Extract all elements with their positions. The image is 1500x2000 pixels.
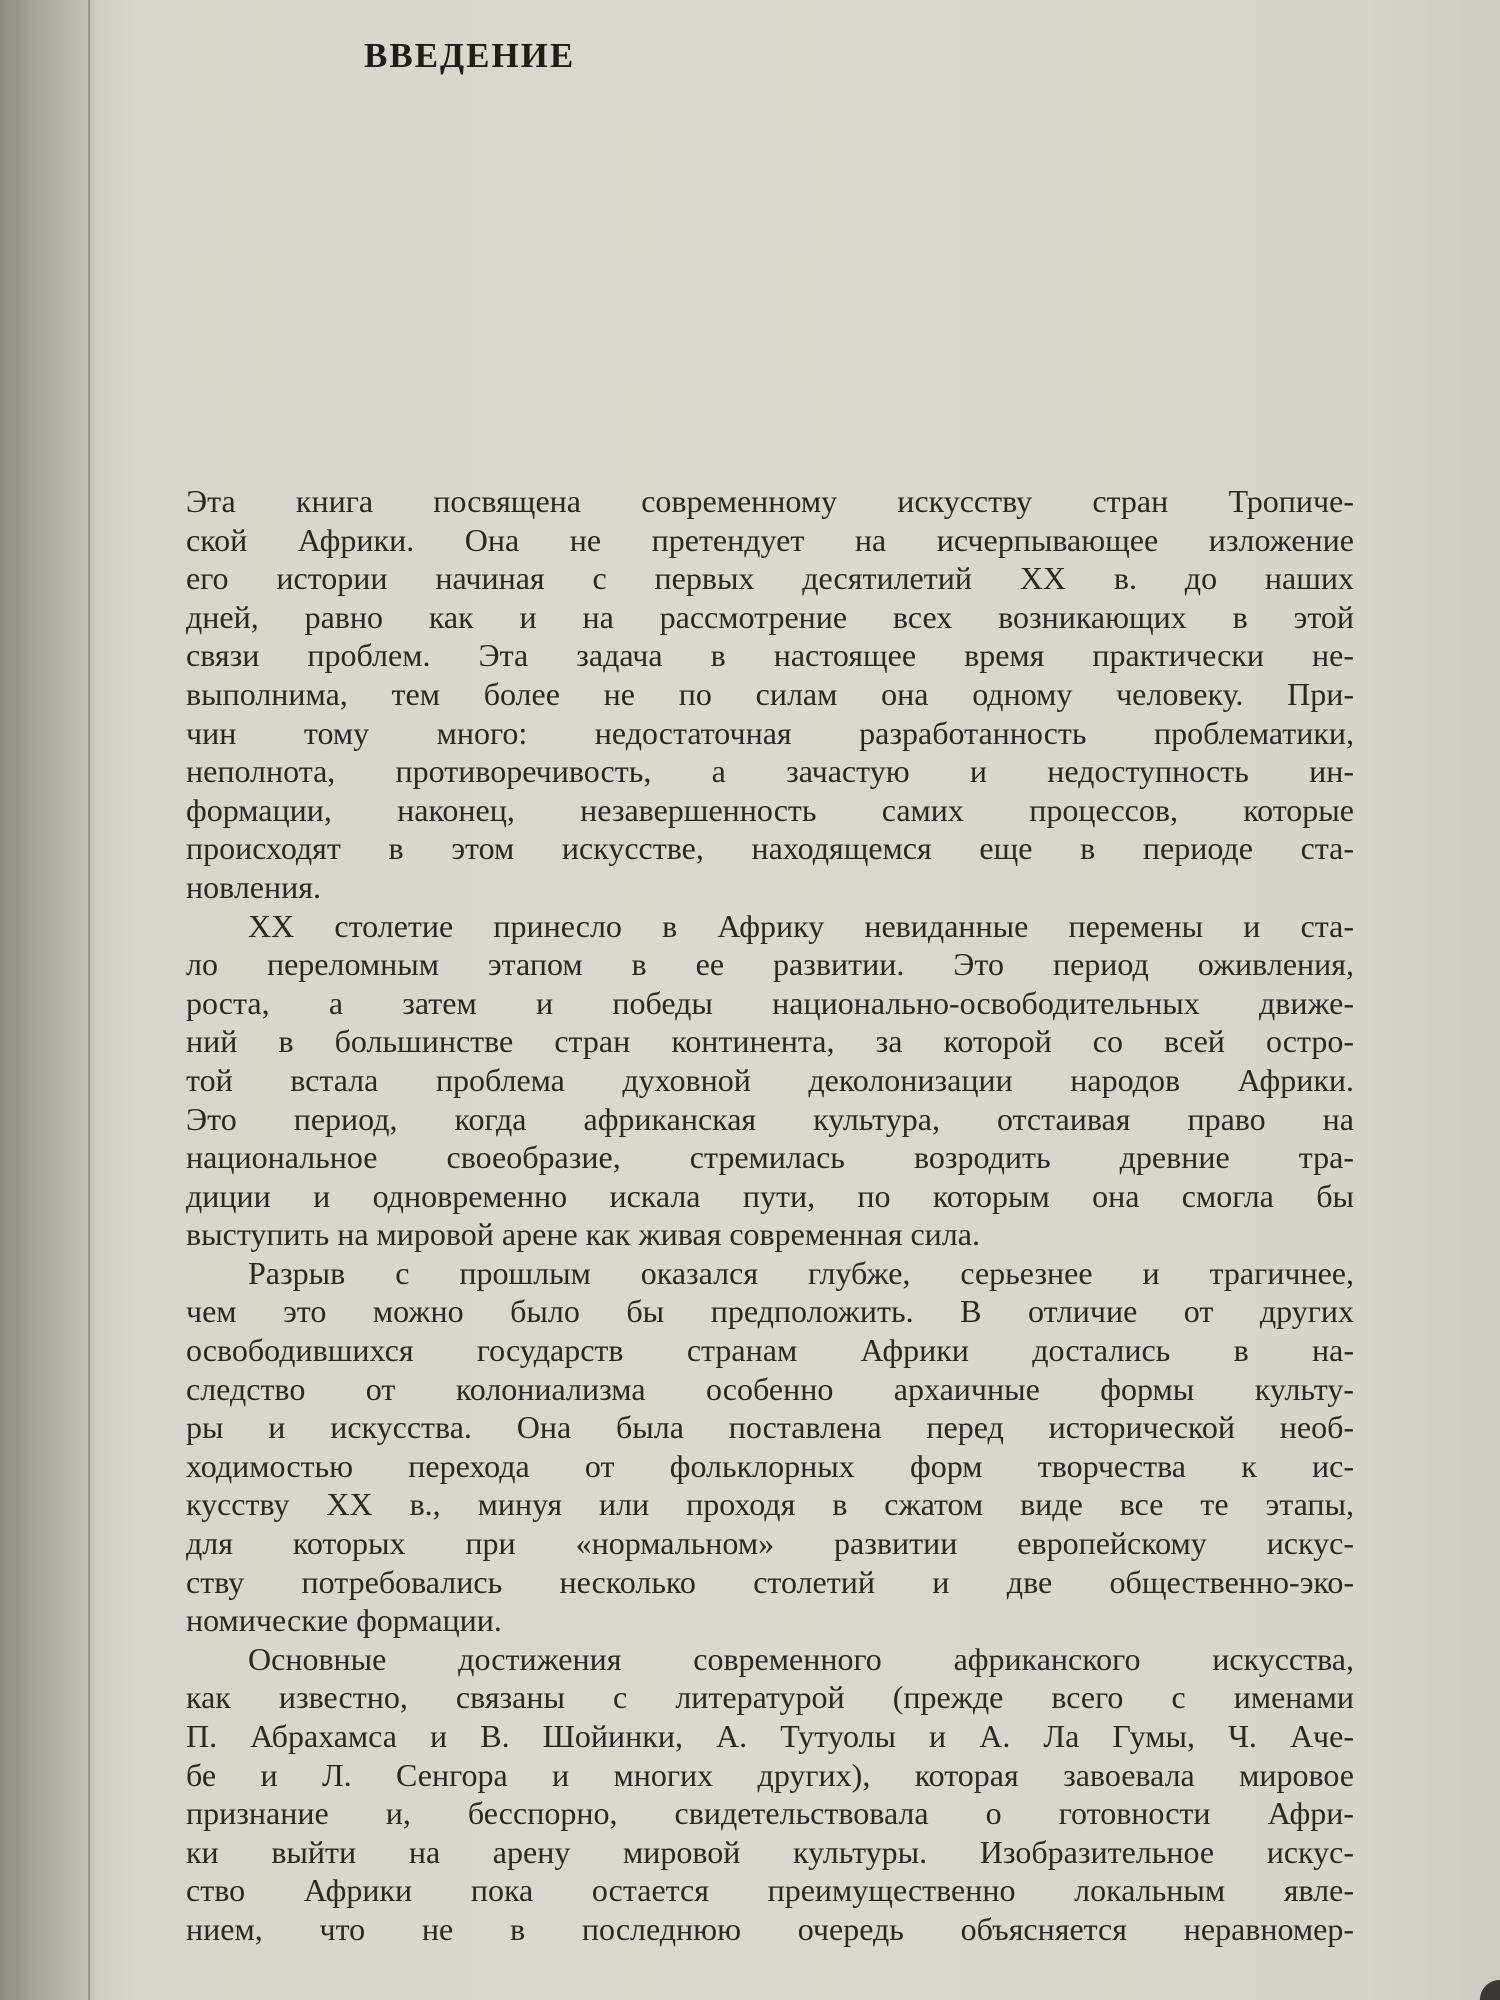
text-line: освободившихся государств странам Африки достались в на-	[186, 1332, 1354, 1369]
text-line: Эта книга посвящена современному искусству стран Тропиче-	[186, 483, 1354, 519]
text-line: происходят в этом искусстве, находящемся еще в периоде ста-	[186, 830, 1354, 867]
text-line: формации, наконец, незавершенность самих процессов, которые	[186, 791, 1354, 828]
text-line: диции и одновременно искала пути, по которым она смогла бы	[186, 1177, 1354, 1214]
text-line: роста, а затем и победы национально-освободительных движе-	[186, 984, 1354, 1021]
text-line: следство от колониализма особенно архаичные формы культу-	[186, 1370, 1354, 1407]
paragraph-1	[186, 482, 1354, 907]
text-line: П. Абрахамса и В. Шойинки, А. Тутуолы и А. Ла Гумы, Ч. Аче-	[186, 1718, 1354, 1754]
text-line: ки выйти на арену мировой культуры. Изобразительное искус-	[186, 1833, 1354, 1870]
text-line: дней, равно как и на рассмотрение всех возникающих в этой	[186, 598, 1354, 635]
text-line: ской Африки. Она не претендует на исчерпывающее изложение	[186, 521, 1354, 558]
text-line: выступить на мировой арене как живая современная сила.	[186, 1216, 980, 1253]
text-line: кусству XX в., минуя или проходя в сжатом виде все те этапы,	[186, 1486, 1354, 1523]
text-line: чин тому много: недостаточная разработанность проблематики,	[186, 714, 1354, 751]
text-line: бе и Л. Сенгора и многих других), которая завоевала мировое	[186, 1756, 1354, 1793]
text-line: новления.	[186, 868, 321, 905]
text-line: связи проблем. Эта задача в настоящее время практически не-	[186, 637, 1354, 674]
page-corner-shadow	[1460, 1960, 1500, 2000]
text-line: ству потребовались несколько столетий и две общественно-эко-	[186, 1563, 1354, 1600]
text-line: как известно, связаны с литературой (прежде всего с именами	[186, 1679, 1354, 1716]
gutter-fold	[88, 0, 90, 2000]
text-line: чем это можно было бы предположить. В отличие от других	[186, 1293, 1354, 1330]
text-line: выполнима, тем более не по силам она одному человеку. При-	[186, 675, 1354, 712]
paragraph-4	[186, 1640, 1354, 1949]
paragraph-2	[186, 907, 1354, 1254]
text-line: той встала проблема духовной деколонизации народов Африки.	[186, 1061, 1354, 1098]
text-line: Основные достижения современного африканского искусства,	[248, 1640, 1354, 1677]
text-line: Это период, когда африканская культура, отстаивая право на	[186, 1100, 1354, 1137]
paragraph-3	[186, 1254, 1354, 1640]
text-line: ний в большинстве стран континента, за которой со всей остро-	[186, 1023, 1354, 1060]
text-line: номические формации.	[186, 1602, 502, 1639]
text-line: нием, что не в последнюю очередь объясняется неравномер-	[186, 1910, 1354, 1947]
body-text	[186, 482, 1354, 1949]
text-line: для которых при «нормальном» развитии европейскому искус-	[186, 1525, 1354, 1562]
text-line: ры и искусства. Она была поставлена перед исторической необ-	[186, 1409, 1354, 1446]
text-line: Разрыв с прошлым оказался глубже, серьезнее и трагичнее,	[248, 1254, 1354, 1291]
text-line: ло переломным этапом в ее развитии. Это период оживления,	[186, 946, 1354, 983]
text-line: признание и, бесспорно, свидетельствовала о готовности Афри-	[186, 1795, 1354, 1832]
text-line: национальное своеобразие, стремилась возродить древние тра-	[186, 1139, 1354, 1176]
text-line: XX столетие принесло в Африку невиданные перемены и ста-	[248, 907, 1354, 944]
chapter-heading: ВВЕДЕНИЕ	[364, 36, 576, 75]
book-gutter	[0, 0, 95, 2000]
text-line: ходимостью перехода от фольклорных форм творчества к ис-	[186, 1447, 1354, 1484]
text-line: его истории начиная с первых десятилетий XX в. до наших	[186, 560, 1354, 597]
text-line: ство Африки пока остается преимущественно локальным явле-	[186, 1872, 1354, 1909]
text-line: неполнота, противоречивость, а зачастую и недоступность ин-	[186, 753, 1354, 790]
